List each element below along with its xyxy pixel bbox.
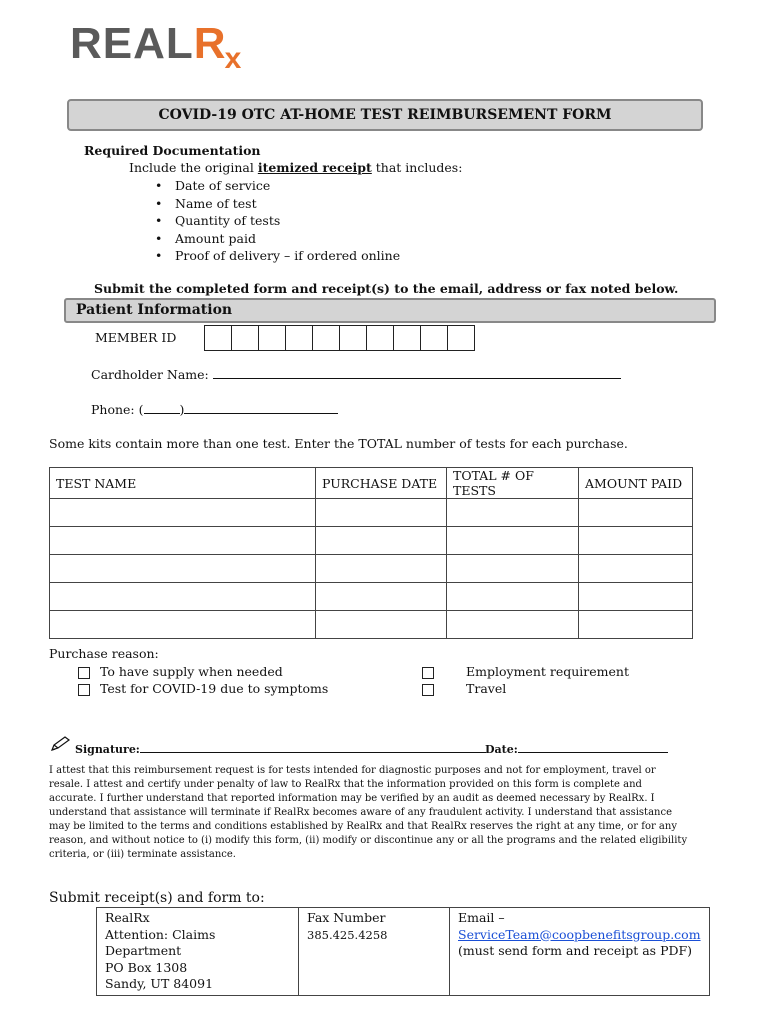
checkbox[interactable] xyxy=(422,667,434,679)
purchase-date-cell[interactable] xyxy=(316,583,447,611)
total-tests-cell[interactable] xyxy=(447,611,579,639)
test-name-cell[interactable] xyxy=(50,583,316,611)
total-tests-cell[interactable] xyxy=(447,527,579,555)
col-header-purchase-date: PURCHASE DATE xyxy=(316,468,447,499)
amount-paid-cell[interactable] xyxy=(579,499,693,527)
form-title: COVID-19 OTC AT-HOME TEST REIMBURSEMENT FORM xyxy=(67,99,703,131)
amount-paid-cell[interactable] xyxy=(579,527,693,555)
test-name-cell[interactable] xyxy=(50,555,316,583)
cardholder-label: Cardholder Name: xyxy=(91,367,209,382)
required-docs-list xyxy=(153,177,400,265)
checkbox[interactable] xyxy=(78,667,90,679)
date-row xyxy=(485,742,668,756)
col-header-test-name: TEST NAME xyxy=(50,468,316,499)
required-docs-intro: Include the original itemized receipt that includes: xyxy=(129,160,463,175)
total-tests-cell[interactable] xyxy=(447,555,579,583)
checkbox[interactable] xyxy=(78,684,90,696)
member-id-digit[interactable] xyxy=(447,325,475,351)
test-name-cell[interactable] xyxy=(50,527,316,555)
table-row xyxy=(50,583,693,611)
signature-row xyxy=(75,742,486,756)
checkbox[interactable] xyxy=(422,684,434,696)
member-id-field[interactable] xyxy=(205,325,475,351)
cardholder-name-field[interactable] xyxy=(213,366,621,379)
test-name-cell[interactable] xyxy=(50,611,316,639)
fax-cell xyxy=(299,908,450,996)
amount-paid-cell[interactable] xyxy=(579,611,693,639)
phone-area-code-field[interactable] xyxy=(144,401,180,414)
member-id-digit[interactable] xyxy=(393,325,421,351)
purchase-reason-label: Purchase reason: xyxy=(49,646,159,661)
tests-table xyxy=(49,467,693,639)
member-id-digit[interactable] xyxy=(420,325,448,351)
purchase-date-cell[interactable] xyxy=(316,555,447,583)
required-docs-heading: Required Documentation xyxy=(84,143,261,158)
email-link[interactable]: ServiceTeam@coopbenefitsgroup.com xyxy=(458,926,701,942)
phone-number-field[interactable] xyxy=(184,401,338,414)
mailing-address-cell: RealRx Attention: Claims Department PO Box 1308 Sandy, UT 84091 xyxy=(97,908,299,996)
purchase-date-cell[interactable] xyxy=(316,499,447,527)
list-item: • Name of test xyxy=(153,195,400,213)
member-id-digit[interactable] xyxy=(339,325,367,351)
attestation-text: I attest that this reimbursement request is for tests intended for diagnostic purposes and not for employment, travel or resale. I attest and certify under penalty of law to RealRx that the information provided on this form is complete and accurate. I further understand that reported information may be verified by an audit as deemed necessary by RealRx. I understand that assistance will terminate if RealRx becomes aware of any fraudulent activity. I understand that assistance may be limited to the terms and conditions established by RealRx and that RealRx reserves the right at any time, or for any reason, and without notice to (i) modify this form, (ii) modify or discontinue any or all the programs and the related eligibility criteria, or (iii) terminate assistance. xyxy=(49,765,688,860)
pencil-icon xyxy=(50,736,72,756)
list-item: • Date of service xyxy=(153,177,400,195)
logo-x: x xyxy=(224,42,243,75)
signature-label: Signature: xyxy=(75,743,140,756)
logo-r: R xyxy=(193,19,227,68)
fax-label: Fax Number xyxy=(307,910,386,925)
date-label: Date: xyxy=(485,743,518,756)
member-id-digit[interactable] xyxy=(204,325,232,351)
itemized-receipt-text: itemized receipt xyxy=(257,160,372,175)
list-item: • Quantity of tests xyxy=(153,212,400,230)
member-id-digit[interactable] xyxy=(231,325,259,351)
patient-info-heading: Patient Information xyxy=(64,298,716,323)
col-header-amount-paid: AMOUNT PAID xyxy=(579,468,693,499)
table-row xyxy=(50,555,693,583)
reason-option-employment[interactable]: Employment requirement xyxy=(422,664,629,679)
member-id-digit[interactable] xyxy=(312,325,340,351)
amount-paid-cell[interactable] xyxy=(579,555,693,583)
total-tests-cell[interactable] xyxy=(447,583,579,611)
table-row xyxy=(50,527,693,555)
member-id-digit[interactable] xyxy=(258,325,286,351)
reason-option-travel[interactable]: Travel xyxy=(422,681,506,696)
member-id-label: MEMBER ID xyxy=(95,330,177,345)
member-id-digit[interactable] xyxy=(366,325,394,351)
logo-text: REAL xyxy=(70,19,194,68)
col-header-total-tests: TOTAL # OF TESTS xyxy=(447,468,579,499)
test-name-cell[interactable] xyxy=(50,499,316,527)
submit-notice: Submit the completed form and receipt(s) to the email, address or fax noted below. xyxy=(94,281,679,296)
phone-row: Phone: ( ) xyxy=(91,401,338,417)
email-label: Email – xyxy=(458,910,505,925)
member-id-digit[interactable] xyxy=(285,325,313,351)
list-item: • Amount paid xyxy=(153,230,400,248)
email-cell xyxy=(450,908,710,996)
table-row xyxy=(50,611,693,639)
kits-note: Some kits contain more than one test. Enter the TOTAL number of tests for each purchase. xyxy=(49,436,628,451)
total-tests-cell[interactable] xyxy=(447,499,579,527)
signature-field[interactable] xyxy=(140,742,486,753)
fax-number: 385.425.4258 xyxy=(307,927,388,942)
cardholder-row xyxy=(91,366,621,382)
phone-label: Phone: xyxy=(91,402,135,417)
realrx-logo xyxy=(70,16,244,75)
table-row xyxy=(50,499,693,527)
reason-option-supply[interactable]: To have supply when needed xyxy=(78,664,283,679)
purchase-date-cell[interactable] xyxy=(316,611,447,639)
email-note: (must send form and receipt as PDF) xyxy=(458,943,693,958)
amount-paid-cell[interactable] xyxy=(579,583,693,611)
reason-option-symptoms[interactable]: Test for COVID-19 due to symptoms xyxy=(78,681,328,696)
date-field[interactable] xyxy=(518,742,668,753)
submit-to-heading: Submit receipt(s) and form to: xyxy=(49,890,265,906)
submit-to-table xyxy=(96,907,710,996)
purchase-date-cell[interactable] xyxy=(316,527,447,555)
list-item: • Proof of delivery – if ordered online xyxy=(153,247,400,265)
